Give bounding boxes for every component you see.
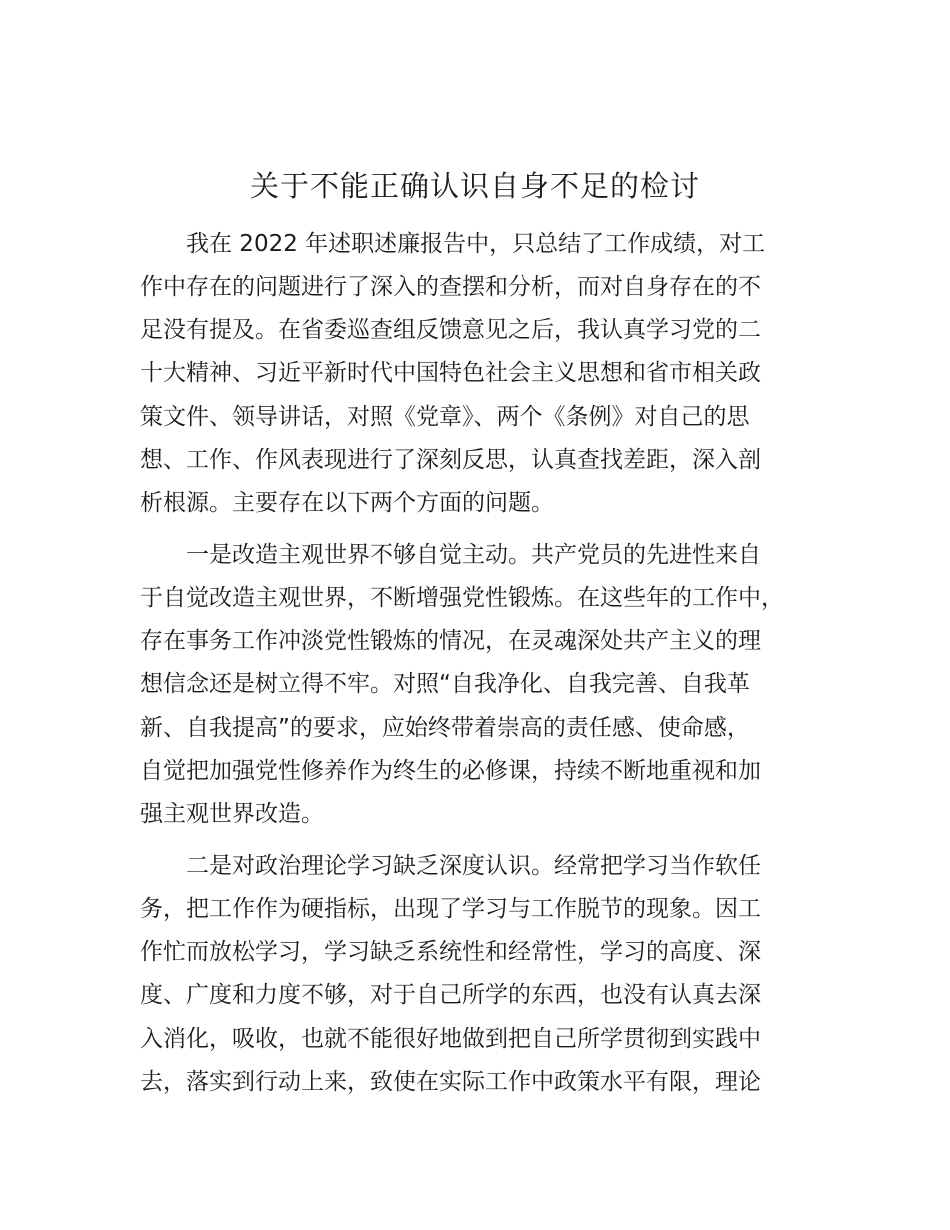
paragraph-2-line: 强主观世界改造。 xyxy=(140,801,324,827)
paragraph-1-line: 我在 2022 年述职述廉报告中，只总结了工作成绩，对工 xyxy=(140,231,766,257)
paragraph-3-line: 入消化，吸收，也就不能很好地做到把自己所学贯彻到实践中 xyxy=(140,1026,761,1052)
paragraph-1-line: 十大精神、习近平新时代中国特色社会主义思想和省市相关政 xyxy=(140,360,761,386)
paragraph-2-line: 新、自我提高”的要求，应始终带着崇高的责任感、使命感， xyxy=(140,715,750,741)
paragraph-1-line: 析根源。主要存在以下两个方面的问题。 xyxy=(140,490,554,516)
paragraph-2-line: 一是改造主观世界不够自觉主动。共产党员的先进性来自 xyxy=(140,542,761,568)
paragraph-1-line: 策文件、领导讲话，对照《党章》、两个《条例》对自己的思 xyxy=(140,404,750,430)
paragraph-2-line: 自觉把加强党性修养作为终生的必修课，持续不断地重视和加 xyxy=(140,758,761,784)
paragraph-1-line: 足没有提及。在省委巡查组反馈意见之后，我认真学习党的二 xyxy=(140,317,761,343)
document-title: 关于不能正确认识自身不足的检讨 xyxy=(249,169,700,203)
paragraph-2-line: 存在事务工作冲淡党性锻炼的情况，在灵魂深处共产主义的理 xyxy=(140,628,761,654)
paragraph-3-line: 去，落实到行动上来，致使在实际工作中政策水平有限，理论 xyxy=(140,1069,761,1095)
paragraph-3-line: 度、广度和力度不够，对于自己所学的东西，也没有认真去深 xyxy=(140,982,761,1008)
paragraph-1-line: 作中存在的问题进行了深入的查摆和分析，而对自身存在的不 xyxy=(140,274,761,300)
paragraph-1-line: 想、工作、作风表现进行了深刻反思，认真查找差距，深入剖 xyxy=(140,447,761,473)
paragraph-3-line: 作忙而放松学习，学习缺乏系统性和经常性，学习的高度、深 xyxy=(140,939,761,965)
paragraph-2-line: 于自觉改造主观世界，不断增强党性锻炼。在这些年的工作中， xyxy=(140,585,784,611)
paragraph-2-line: 想信念还是树立得不牢。对照“自我净化、自我完善、自我革 xyxy=(140,671,750,697)
paragraph-3-line: 务，把工作作为硬指标，出现了学习与工作脱节的现象。因工 xyxy=(140,896,761,922)
paragraph-3-line: 二是对政治理论学习缺乏深度认识。经常把学习当作软任 xyxy=(140,853,761,879)
